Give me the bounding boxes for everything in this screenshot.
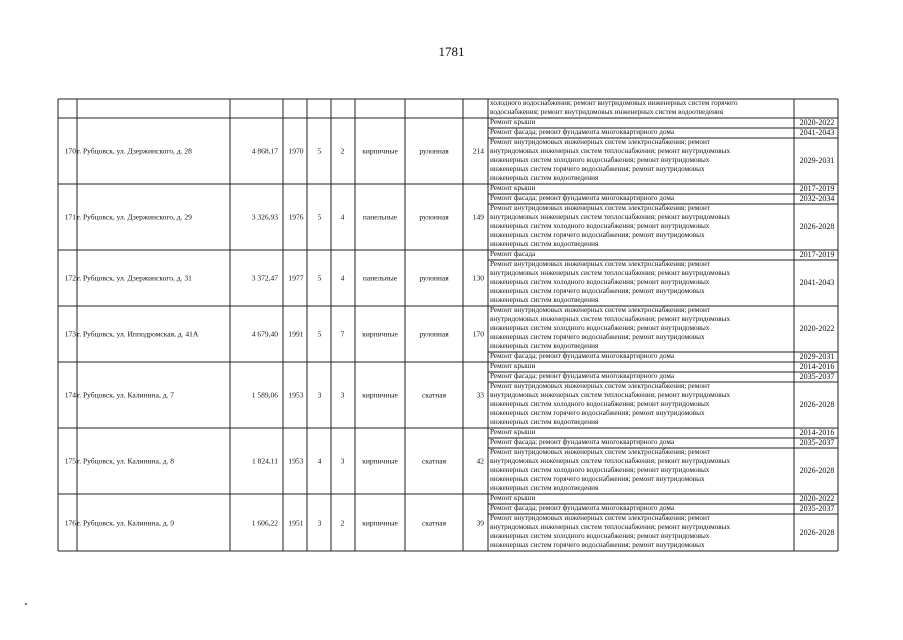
- year-cell: 1951: [288, 518, 304, 527]
- address-cell: г. Рубцовск, ул. Дзержинского, д. 29: [77, 212, 192, 222]
- work-period: 2020-2022: [799, 118, 835, 127]
- work-period: 2014-2016: [799, 428, 835, 437]
- work-text-line: Ремонт крыши: [490, 118, 536, 126]
- address-cell: г. Рубцовск, ул. Дзержинского, д. 31: [77, 273, 192, 283]
- apartments-cell: 170: [472, 329, 484, 339]
- area-cell: 1 589,06: [251, 390, 278, 400]
- address-cell: г. Рубцовск, ул. Калинина, д. 7: [77, 390, 175, 400]
- work-text-line: инженерных систем водоотведения: [490, 240, 599, 248]
- row-number: 176: [64, 518, 76, 527]
- work-text-line: внутридомовых инженерных систем теплоснабжения; ремонт внутридомовых: [490, 147, 731, 155]
- floors-cell: 4: [317, 456, 322, 466]
- work-text-line: Ремонт внутридомовых инженерных систем электроснабжения; ремонт: [490, 260, 710, 268]
- walls-material-cell: панельные: [362, 212, 398, 222]
- year-cell: 1953: [288, 456, 304, 466]
- roof-type-cell: рулонная: [419, 146, 449, 156]
- address-cell: г. Рубцовск, ул. Калинина, д. 8: [77, 456, 175, 466]
- page-number: 1781: [438, 44, 465, 59]
- work-text-line: Ремонт внутридомовых инженерных систем электроснабжения; ремонт: [490, 306, 710, 314]
- apartments-cell: 214: [472, 146, 484, 156]
- work-text-line: Ремонт крыши: [490, 494, 536, 502]
- work-text-line: инженерных систем горячего водоснабжения; ремонт внутридомовых: [490, 409, 705, 417]
- work-text-line: Ремонт внутридомовых инженерных систем электроснабжения; ремонт: [490, 204, 710, 212]
- floors-cell: 5: [317, 146, 322, 156]
- work-text-line: Ремонт крыши: [490, 428, 536, 436]
- year-cell: 1977: [288, 273, 304, 283]
- work-text-line: Ремонт фасада; ремонт фундамента многоквартирного дома: [490, 352, 675, 360]
- work-period: 2035-2037: [799, 372, 835, 381]
- work-text-line: внутридомовых инженерных систем теплоснабжения; ремонт внутридомовых: [490, 269, 731, 277]
- work-period: 2014-2016: [799, 362, 835, 371]
- work-period: 2029-2031: [799, 352, 835, 361]
- work-text-line: Ремонт внутридомовых инженерных систем электроснабжения; ремонт: [490, 138, 710, 146]
- work-text-line: инженерных систем горячего водоснабжения; ремонт внутридомовых: [490, 475, 705, 483]
- row-number: 173: [64, 329, 76, 339]
- walls-material-cell: кирпичные: [362, 518, 398, 527]
- work-period: 2041-2043: [799, 278, 835, 287]
- work-text-line: Ремонт крыши: [490, 362, 536, 370]
- walls-material-cell: кирпичные: [362, 456, 398, 466]
- floors-cell: 5: [317, 273, 322, 283]
- work-text-line: Ремонт фасада; ремонт фундамента многоквартирного дома: [490, 372, 675, 380]
- entrances-cell: 4: [340, 273, 345, 283]
- work-text-line: инженерных систем водоотведения: [490, 418, 599, 426]
- work-text-line: Ремонт фасада; ремонт фундамента многоквартирного дома: [490, 504, 675, 512]
- work-text-line: внутридомовых инженерных систем теплоснабжения; ремонт внутридомовых: [490, 457, 731, 465]
- apartments-cell: 33: [476, 390, 484, 400]
- roof-type-cell: скатная: [421, 518, 447, 527]
- year-cell: 1970: [288, 146, 304, 156]
- work-text-line: внутридомовых инженерных систем теплоснабжения; ремонт внутридомовых: [490, 391, 731, 399]
- entrances-cell: 2: [340, 518, 345, 527]
- row-number: 171: [64, 212, 76, 222]
- work-period: 2035-2037: [799, 438, 835, 447]
- address-cell: г. Рубцовск, ул. Ипподромская, д. 41А: [77, 329, 199, 339]
- address-cell: г. Рубцовск, ул. Калинина, д. 9: [77, 518, 175, 527]
- work-period: 2032-2034: [799, 194, 835, 203]
- roof-type-cell: рулонная: [419, 212, 449, 222]
- work-text-line: холодного водоснабжения; ремонт внутридомовых инженерных систем горячего: [490, 99, 738, 107]
- work-period: 2026-2028: [799, 222, 835, 231]
- work-text-line: внутридомовых инженерных систем теплоснабжения; ремонт внутридомовых: [490, 523, 731, 531]
- work-period: 2017-2019: [799, 184, 835, 193]
- work-text-line: инженерных систем горячего водоснабжения; ремонт внутридомовых: [490, 231, 705, 239]
- work-text-line: инженерных систем холодного водоснабжения; ремонт внутридомовых: [490, 222, 710, 230]
- work-period: 2020-2022: [799, 494, 835, 503]
- entrances-cell: 3: [340, 390, 345, 400]
- year-cell: 1976: [288, 212, 304, 222]
- apartments-cell: 39: [476, 518, 484, 527]
- row-number: 174: [64, 390, 76, 400]
- apartments-cell: 149: [472, 212, 484, 222]
- floors-cell: 3: [317, 390, 322, 400]
- work-text-line: инженерных систем водоотведения: [490, 296, 599, 304]
- work-period: 2041-2043: [799, 128, 835, 137]
- work-text-line: инженерных систем водоотведения: [490, 484, 599, 492]
- work-text-line: Ремонт фасада; ремонт фундамента многоквартирного дома: [490, 128, 675, 136]
- work-text-line: инженерных систем водоотведения: [490, 174, 599, 182]
- work-text-line: инженерных систем горячего водоснабжения; ремонт внутридомовых: [490, 333, 705, 341]
- work-period: 2026-2028: [799, 400, 835, 409]
- entrances-cell: 7: [340, 329, 345, 339]
- walls-material-cell: кирпичные: [362, 329, 398, 339]
- work-text-line: Ремонт фасада; ремонт фундамента многоквартирного дома: [490, 194, 675, 202]
- work-text-line: Ремонт фасада: [490, 250, 536, 258]
- roof-type-cell: скатная: [421, 456, 447, 466]
- year-cell: 1953: [288, 390, 304, 400]
- work-text-line: Ремонт внутридомовых инженерных систем электроснабжения; ремонт: [490, 514, 710, 522]
- apartments-cell: 130: [472, 273, 484, 283]
- walls-material-cell: панельные: [362, 273, 398, 283]
- scan-speck: [25, 603, 27, 605]
- entrances-cell: 3: [340, 456, 345, 466]
- row-number: 175: [64, 456, 76, 466]
- work-text-line: инженерных систем холодного водоснабжения; ремонт внутридомовых: [490, 156, 710, 164]
- entrances-cell: 4: [340, 212, 345, 222]
- walls-material-cell: кирпичные: [362, 390, 398, 400]
- roof-type-cell: скатная: [421, 390, 447, 400]
- apartments-cell: 42: [476, 456, 484, 466]
- work-text-line: инженерных систем холодного водоснабжения; ремонт внутридомовых: [490, 466, 710, 474]
- work-period: 2017-2019: [799, 250, 835, 259]
- work-text-line: Ремонт внутридомовых инженерных систем электроснабжения; ремонт: [490, 448, 710, 456]
- area-cell: 3 372,47: [251, 273, 278, 283]
- area-cell: 1 606,22: [251, 518, 278, 527]
- row-number: 170: [64, 146, 76, 156]
- area-cell: 4 868,17: [251, 146, 278, 156]
- floors-cell: 3: [317, 518, 322, 527]
- work-text-line: инженерных систем горячего водоснабжения; ремонт внутридомовых: [490, 165, 705, 173]
- row-number: 172: [64, 273, 76, 283]
- work-text-line: Ремонт внутридомовых инженерных систем электроснабжения; ремонт: [490, 382, 710, 390]
- area-cell: 1 824,11: [252, 456, 278, 466]
- work-text-line: инженерных систем горячего водоснабжения; ремонт внутридомовых: [490, 287, 705, 295]
- roof-type-cell: рулонная: [419, 273, 449, 283]
- work-text-line: инженерных систем горячего водоснабжения; ремонт внутридомовых: [490, 541, 705, 549]
- work-text-line: водоснабжения; ремонт внутридомовых инженерных систем водоотведения: [490, 108, 724, 116]
- work-period: 2029-2031: [799, 156, 835, 165]
- work-text-line: Ремонт фасада; ремонт фундамента многоквартирного дома: [490, 438, 675, 446]
- roof-type-cell: рулонная: [419, 329, 449, 339]
- area-cell: 4 679,40: [251, 329, 278, 339]
- work-text-line: инженерных систем холодного водоснабжения; ремонт внутридомовых: [490, 532, 710, 540]
- work-text-line: внутридомовых инженерных систем теплоснабжения; ремонт внутридомовых: [490, 213, 731, 221]
- walls-material-cell: кирпичные: [362, 146, 398, 156]
- work-text-line: внутридомовых инженерных систем теплоснабжения; ремонт внутридомовых: [490, 315, 731, 323]
- work-text-line: инженерных систем холодного водоснабжения; ремонт внутридомовых: [490, 324, 710, 332]
- work-text-line: инженерных систем холодного водоснабжения; ремонт внутридомовых: [490, 400, 710, 408]
- work-period: 2035-2037: [799, 504, 835, 513]
- work-text-line: инженерных систем холодного водоснабжения; ремонт внутридомовых: [490, 278, 710, 286]
- work-text-line: инженерных систем водоотведения: [490, 342, 599, 350]
- entrances-cell: 2: [340, 146, 345, 156]
- floors-cell: 5: [317, 329, 322, 339]
- year-cell: 1991: [288, 329, 304, 339]
- work-period: 2026-2028: [799, 466, 835, 475]
- area-cell: 3 326,93: [251, 212, 278, 222]
- work-text-line: Ремонт крыши: [490, 184, 536, 192]
- floors-cell: 5: [317, 212, 322, 222]
- address-cell: г. Рубцовск, ул. Дзержинского, д. 28: [77, 146, 192, 156]
- work-period: 2020-2022: [799, 324, 835, 333]
- work-period: 2026-2028: [799, 527, 835, 537]
